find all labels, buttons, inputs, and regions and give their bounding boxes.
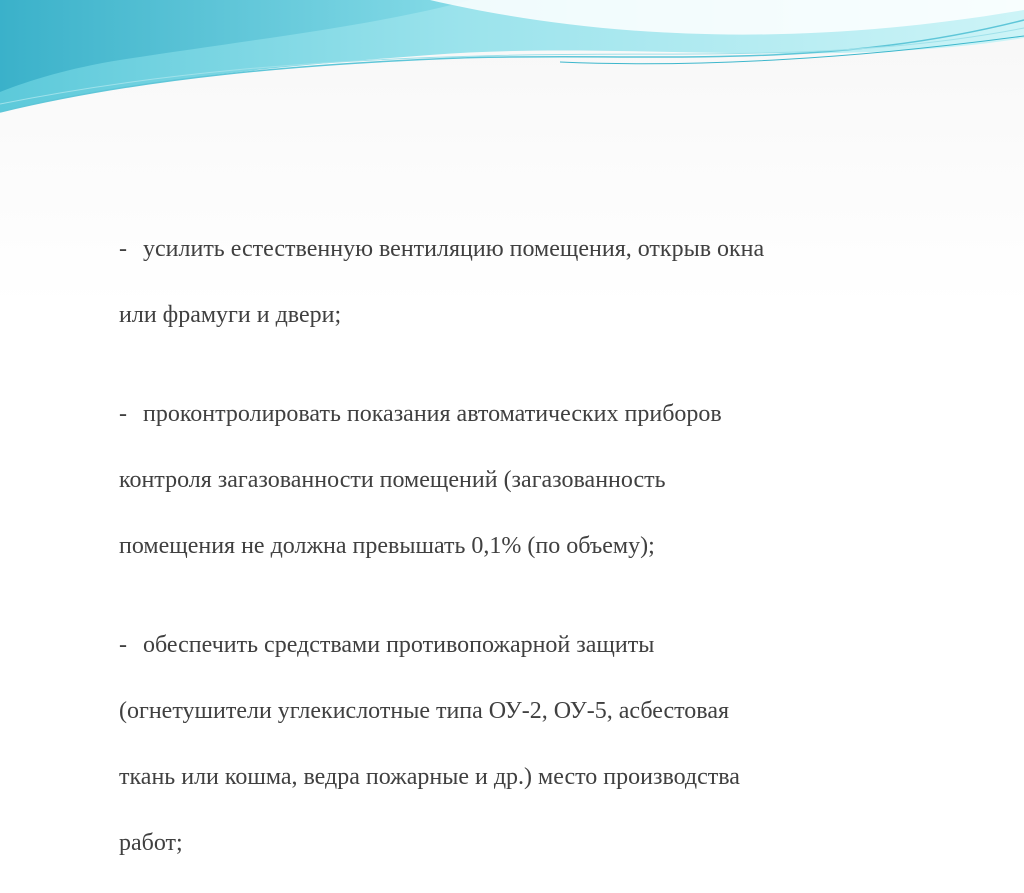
bullet-line: усилить естественную вентиляцию помещения, открыв окна xyxy=(143,236,765,262)
bullet-line: обеспечить средствами противопожарной защиты xyxy=(143,632,655,658)
bullet-line: или фрамуги и двери; xyxy=(119,302,342,328)
bullet-line: контроля загазованности помещений (загазованность xyxy=(119,467,666,493)
bullet-dash: - xyxy=(119,401,127,427)
bullet-line: помещения не должна превышать 0,1% (по объему); xyxy=(119,533,655,559)
bullet-line: работ; xyxy=(119,830,183,856)
bullet-item-fire-protection xyxy=(119,596,919,860)
bullet-line: проконтролировать показания автоматических приборов xyxy=(143,401,722,427)
bullet-dash: - xyxy=(119,632,127,658)
bullet-line: (огнетушители углекислотные типа ОУ-2, ОУ-5, асбестовая xyxy=(119,698,730,724)
bullet-line: ткань или кошма, ведра пожарные и др.) место производства xyxy=(119,764,740,790)
slide-body xyxy=(119,200,919,893)
wave-header-decoration xyxy=(0,0,1024,120)
bullet-item-gas-control xyxy=(119,365,919,563)
bullet-item-ventilation xyxy=(119,200,919,332)
bullet-dash: - xyxy=(119,236,127,262)
